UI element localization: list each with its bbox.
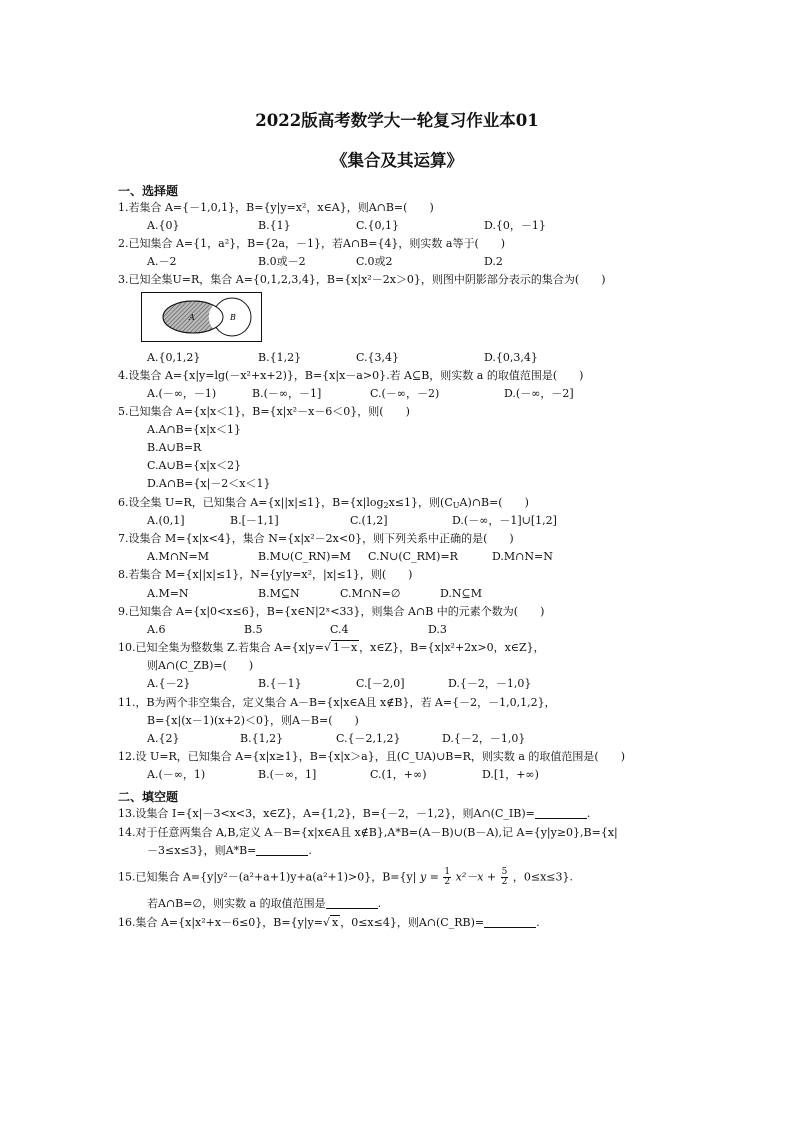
q9-option-d: D.3: [428, 623, 447, 636]
q1-option-d: D.{0，－1}: [484, 219, 546, 232]
q2-option-b: B.0或－2: [258, 255, 306, 268]
question-14: 14.对于任意两集合 A,B,定义 A－B={x|x∈A且 x∉B},A*B=(A－B)∪(B－A),记 A={y|y≥0},B={x|: [118, 826, 618, 839]
section-choice: 一、选择题: [118, 184, 179, 198]
q5-option-d: D.A∩B={x|－2＜x＜1}: [147, 477, 271, 490]
q9-option-c: C.4: [330, 623, 349, 636]
fraction-five-halves: $\frac{5}{2}$: [501, 867, 508, 887]
q11-option-b: B.{1,2}: [240, 732, 284, 745]
question-11-line-2: B={x|(x－1)(x+2)＜0}，则A－B=( ): [147, 714, 359, 727]
q1-option-c: C.{0,1}: [356, 219, 400, 232]
question-8: 8.若集合 M={x||x|≤1}，N={y|y=x²，|x|≤1}，则( ): [118, 568, 413, 581]
question-10: 10.已知全集为整数集 Z.若集合 A={x|y=√ 1－x ，x∈Z}，B={x|x²+2x>0，x∈Z}，: [118, 641, 545, 654]
q2-option-d: D.2: [484, 255, 503, 268]
question-12: 12.设 U=R，已知集合 A={x|x≥1}，B={x|x＞a}，且(C_UA)∪B=R，则实数 a 的取值范围是( ): [118, 750, 626, 763]
q5-option-c: C.A∪B={x|x＜2}: [147, 459, 242, 472]
question-9: 9.已知集合 A={x|0<x≤6}，B={x∈N|2ˣ<33}，则集合 A∩B 中的元素个数为( ): [118, 605, 545, 618]
q1-option-b: B.{1}: [258, 219, 291, 232]
q7-option-c: C.N∪(C_RM)=R: [368, 550, 458, 563]
question-10-line-2: 则A∩(C_ZB)=( ): [147, 659, 254, 672]
q3-option-a: A.{0,1,2}: [147, 351, 201, 364]
q8-option-a: A.M=N: [147, 587, 189, 600]
answer-blank-14[interactable]: [256, 845, 308, 856]
q10-option-b: B.{－1}: [258, 677, 302, 690]
q6-option-c: C.(1,2]: [350, 514, 388, 527]
question-3: 3.已知全集U=R，集合 A={0,1,2,3,4}，B={x|x²－2x＞0}，则图中阴影部分表示的集合为( ): [118, 273, 606, 286]
question-13: 13.设集合 I={x|－3<x<3，x∈Z}，A={1,2}，B={－2，－1,2}，则A∩(C_IB)= .: [118, 807, 591, 820]
q4-option-d: D.(－∞，－2]: [504, 387, 574, 400]
q8-option-d: D.N⊆M: [440, 587, 483, 600]
q6-option-b: B.[－1,1]: [230, 514, 279, 527]
question-14-line-2: －3≤x≤3}，则A*B= .: [147, 844, 312, 857]
venn-label-a: A: [189, 313, 195, 322]
venn-label-b: B: [230, 313, 236, 322]
q12-option-c: C.(1，+∞): [370, 768, 427, 781]
q1-option-a: A.{0}: [147, 219, 180, 232]
q4-option-a: A.(－∞，－1): [147, 387, 217, 400]
page-subtitle: 《集合及其运算》: [331, 151, 463, 170]
question-5: 5.已知集合 A={x|x＜1}，B={x|x²－x－6＜0}，则( ): [118, 405, 410, 418]
q6-option-a: A.(0,1]: [147, 514, 185, 527]
answer-blank-16[interactable]: [484, 917, 536, 928]
q10-option-c: C.[－2,0]: [356, 677, 405, 690]
question-2: 2.已知集合 A={1，a²}，B={2a，－1}，若A∩B={4}，则实数 a等于( ): [118, 237, 506, 250]
fraction-one-half: $\frac{1}{2}$: [444, 867, 451, 887]
q11-option-c: C.{－2,1,2}: [336, 732, 401, 745]
q11-option-d: D.{－2，－1,0}: [442, 732, 526, 745]
q7-option-d: D.M∩N=N: [492, 550, 553, 563]
q7-option-a: A.M∩N=M: [147, 550, 210, 563]
q3-option-c: C.{3,4}: [356, 351, 400, 364]
q12-option-d: D.[1，+∞): [482, 768, 539, 781]
q12-option-b: B.(－∞，1]: [258, 768, 317, 781]
question-11: 11.，B为两个非空集合，定义集合 A－B={x|x∈A且 x∉B}，若 A={－2，－1,0,1,2}，: [118, 696, 556, 709]
q8-option-b: B.M⊆N: [258, 587, 300, 600]
q10-option-d: D.{－2，－1,0}: [448, 677, 532, 690]
q3-option-b: B.{1,2}: [258, 351, 302, 364]
answer-blank-15[interactable]: [326, 898, 378, 909]
question-6: 6.设全集 U=R，已知集合 A={x||x|≤1}，$B=\{x|\log_2x\le 1\}$，则$(C_UA)\cap B=$( ): [118, 496, 529, 510]
q2-option-c: C.0或2: [356, 255, 393, 268]
q6-option-d: D.(－∞，－1]∪[1,2]: [452, 514, 557, 527]
q9-option-b: B.5: [244, 623, 263, 636]
q2-option-a: A.－2: [147, 255, 177, 268]
q5-option-b: B.A∪B=R: [147, 441, 202, 454]
page-title: 2022版高考数学大一轮复习作业本01: [255, 111, 539, 130]
section-fill: 二、填空题: [118, 790, 179, 804]
question-15: 15.已知集合 A={y|y²－(a²+a+1)y+a(a²+1)>0}，B={y| y = $\frac{1}{2}$ x²－x + $\frac{5}{2}$ ，0≤x≤3}.: [118, 867, 574, 887]
answer-blank-13[interactable]: [535, 808, 587, 819]
q10-option-a: A.{－2}: [147, 677, 191, 690]
question-15-line-2: 若A∩B=∅，则实数 a 的取值范围是 .: [147, 897, 382, 910]
q4-option-c: C.(－∞，－2): [370, 387, 440, 400]
q11-option-a: A.{2}: [147, 732, 180, 745]
venn-diagram: [141, 292, 262, 342]
question-4: 4.设集合 A={x|y=lg(－x²+x+2)}，B={x|x－a>0}.若 A⊆B，则实数 a 的取值范围是( ): [118, 369, 584, 382]
q12-option-a: A.(－∞，1): [147, 768, 206, 781]
question-1: 1.若集合 A={－1,0,1}，B={y|y=x²，x∈A}，则A∩B=( ): [118, 201, 434, 214]
q9-option-a: A.6: [147, 623, 166, 636]
q5-option-a: A.A∩B={x|x＜1}: [147, 423, 242, 436]
question-7: 7.设集合 M={x|x<4}，集合 N={x|x²－2x<0}，则下列关系中正确的是( ): [118, 532, 514, 545]
q4-option-b: B.(－∞，－1]: [252, 387, 322, 400]
q8-option-c: C.M∩N=∅: [340, 587, 401, 600]
q7-option-b: B.M∪(C_RN)=M: [258, 550, 351, 563]
q3-option-d: D.{0,3,4}: [484, 351, 538, 364]
question-16: 16.集合 A={x|x²+x－6≤0}，B={y|y=√ x ，0≤x≤4}，则A∩(C_RB)= .: [118, 916, 540, 929]
